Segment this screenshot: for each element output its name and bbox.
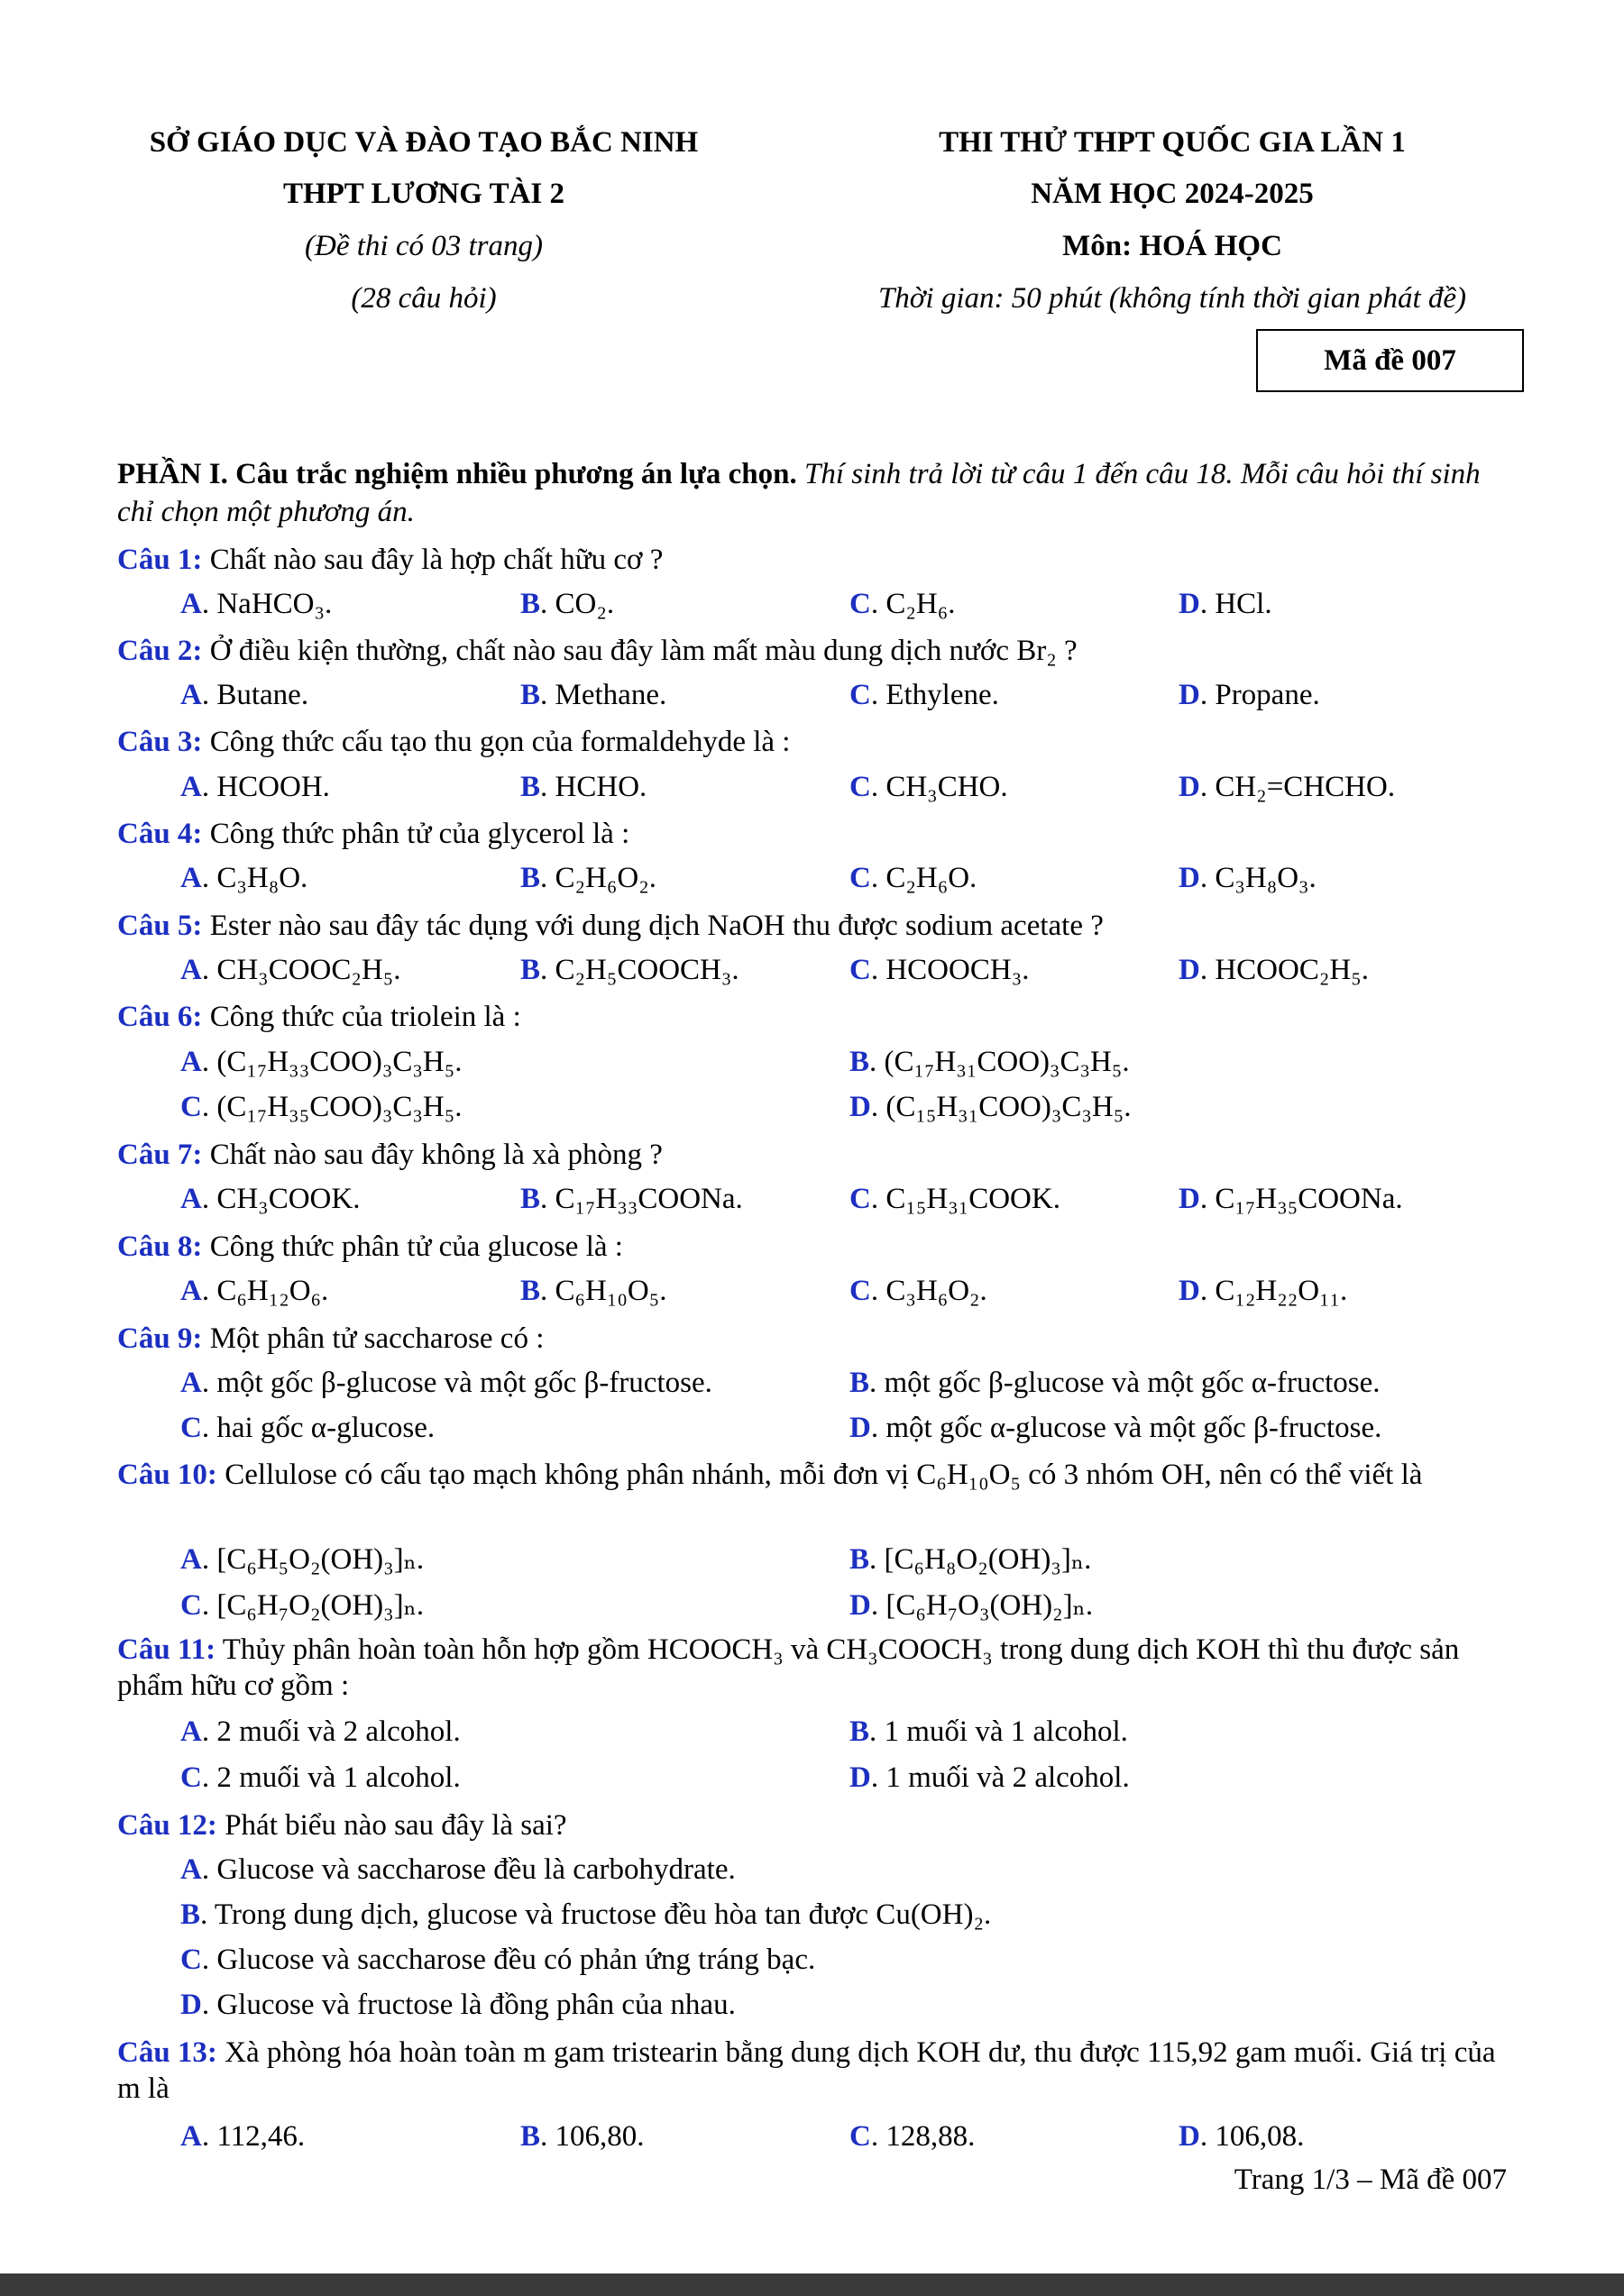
option-b: B. Methane.: [520, 679, 667, 711]
question: Câu 7: Chất nào sau đây không là xà phòng ?: [117, 1139, 663, 1171]
subject: Môn: HOÁ HỌC: [1062, 230, 1282, 262]
option-b: B. 1 muối và 1 alcohol.: [849, 1715, 1128, 1748]
question: Câu 12: Phát biểu nào sau đây là sai?: [117, 1809, 567, 1842]
option-d: D. C₃H₈O₃.: [1179, 862, 1317, 894]
option-d: D. một gốc α-glucose và một gốc β-fructose.: [849, 1412, 1382, 1444]
option-d: D. [C₆H₇O₃(OH)₂]ₙ.: [849, 1589, 1094, 1622]
question: Câu 2: Ở điều kiện thường, chất nào sau đây làm mất màu dung dịch nước Br₂ ?: [117, 635, 1078, 667]
option-c: C. 2 muối và 1 alcohol.: [180, 1761, 461, 1794]
option-c: C. 128,88.: [849, 2120, 976, 2153]
school-year: NĂM HỌC 2024-2025: [1031, 178, 1314, 210]
option-d: D. 1 muối và 2 alcohol.: [849, 1761, 1130, 1794]
option-d: D. (C₁₅H₃₁COO)₃C₃H₅.: [849, 1091, 1132, 1123]
option-c: C. (C₁₇H₃₅COO)₃C₃H₅.: [180, 1091, 463, 1123]
question-text: Chất nào sau đây là hợp chất hữu cơ ?: [209, 544, 664, 576]
exam-code-box: Mã đề 007: [1256, 329, 1524, 392]
option-b: B. (C₁₇H₃₁COO)₃C₃H₅.: [849, 1046, 1130, 1078]
option-c: C. C₃H₆O₂.: [849, 1275, 987, 1307]
option-b: B. một gốc β-glucose và một gốc α-fructose.: [849, 1367, 1381, 1399]
option-d: D. HCl.: [1179, 588, 1272, 620]
option-a: A. [C₆H₅O₂(OH)₃]ₙ.: [180, 1543, 425, 1576]
question-count-note: (28 câu hỏi): [351, 282, 497, 315]
option-d: D. Propane.: [1179, 679, 1320, 711]
option-b: B. Trong dung dịch, glucose và fructose đều hòa tan được Cu(OH)₂.: [180, 1898, 992, 1931]
option-a: A. HCOOH.: [180, 771, 330, 803]
option-c: C. HCOOCH₃.: [849, 954, 1030, 986]
option-c: C. C₁₅H₃₁COOK.: [849, 1183, 1060, 1215]
option-d: D. CH₂=CHCHO.: [1179, 771, 1396, 803]
option-a: A. CH₃COOK.: [180, 1183, 361, 1215]
option-c: C. Ethylene.: [849, 679, 999, 711]
option-c: C. hai gốc α-glucose.: [180, 1412, 436, 1444]
question-label: Câu 1:: [117, 544, 203, 576]
option-b: B. [C₆H₈O₂(OH)₃]ₙ.: [849, 1543, 1092, 1576]
school-name: THPT LƯƠNG TÀI 2: [282, 178, 565, 210]
option-b: B. C₁₇H₃₃COONa.: [520, 1183, 743, 1215]
option-a: A. 2 muối và 2 alcohol.: [180, 1715, 461, 1748]
option-c: C. C₂H₆.: [849, 588, 956, 620]
option-d: D. HCOOC₂H₅.: [1179, 954, 1369, 986]
question: Câu 6: Công thức của triolein là :: [117, 1001, 521, 1033]
option-a: A. Butane.: [180, 679, 309, 711]
option-a: A. C₆H₁₂O₆.: [180, 1275, 329, 1307]
question: [117, 542, 1510, 578]
option-a: A. 112,46.: [180, 2120, 306, 2153]
option-d: D. 106,08.: [1179, 2120, 1305, 2153]
page-count-note: (Đề thi có 03 trang): [305, 230, 543, 262]
question: Câu 13: Xà phòng hóa hoàn toàn m gam tristearin bằng dung dịch KOH dư, thu được 115,92 gam muối. Giá trị của m là: [117, 2036, 1496, 2105]
part-instruction: Thí sinh trả lời từ câu 1 đến câu 18. Mỗi câu hỏi thí sinh chỉ chọn một phương án.: [117, 458, 1481, 528]
part-title: PHẦN I. Câu trắc nghiệm nhiều phương án lựa chọn.: [117, 458, 797, 490]
option-b: B. C₆H₁₀O₅.: [520, 1275, 667, 1307]
option-c: C. C₂H₆O.: [849, 862, 977, 894]
option-b: B. C₂H₅COOCH₃.: [520, 954, 739, 986]
question: Câu 4: Công thức phân tử của glycerol là :: [117, 818, 630, 850]
option-b: B. HCHO.: [520, 771, 647, 803]
option-a: A. NaHCO₃.: [180, 588, 333, 620]
option-c: C. [C₆H₇O₂(OH)₃]ₙ.: [180, 1589, 425, 1622]
option-c: C. CH₃CHO.: [849, 771, 1008, 803]
option-a: A. (C₁₇H₃₃COO)₃C₃H₅.: [180, 1046, 463, 1078]
option-c: C. Glucose và saccharose đều có phản ứng tráng bạc.: [180, 1944, 816, 1976]
question: Câu 5: Ester nào sau đây tác dụng với dung dịch NaOH thu được sodium acetate ?: [117, 910, 1104, 942]
option-b: B. 106,80.: [520, 2120, 645, 2153]
page-footer: Trang 1/3 – Mã đề 007: [1234, 2163, 1507, 2196]
time-limit: Thời gian: 50 phút (không tính thời gian phát đề): [877, 282, 1467, 315]
question: Câu 9: Một phân tử saccharose có :: [117, 1322, 545, 1355]
bottom-bar: [0, 2273, 1624, 2296]
option-d: D. C₁₇H₃₅COONa.: [1179, 1183, 1403, 1215]
option-d: D. Glucose và fructose là đồng phân của nhau.: [180, 1989, 736, 2021]
option-b: B. C₂H₆O₂.: [520, 862, 656, 894]
option-a: A. CH₃COOC₂H₅.: [180, 954, 401, 986]
department-title: SỞ GIÁO DỤC VÀ ĐÀO TẠO BẮC NINH: [149, 126, 699, 159]
question: Câu 11: Thủy phân hoàn toàn hỗn hợp gồm HCOOCH₃ và CH₃COOCH₃ trong dung dịch KOH thì thu được sản phẩm hữu cơ gồm :: [117, 1633, 1460, 1702]
question: Câu 8: Công thức phân tử của glucose là :: [117, 1230, 623, 1263]
option-a: A. Glucose và saccharose đều là carbohydrate.: [180, 1853, 736, 1886]
option-b: B. CO₂.: [520, 588, 615, 620]
question: Câu 3: Công thức cấu tạo thu gọn của formaldehyde là :: [117, 726, 791, 758]
option-d: D. C₁₂H₂₂O₁₁.: [1179, 1275, 1348, 1307]
exam-title: THI THỬ THPT QUỐC GIA LẦN 1: [939, 126, 1406, 159]
option-a: A. một gốc β-glucose và một gốc β-fructose.: [180, 1367, 712, 1399]
part-heading: [117, 455, 1510, 531]
option-a: A. C₃H₈O.: [180, 862, 308, 894]
question: Câu 10: Cellulose có cấu tạo mạch không phân nhánh, mỗi đơn vị C₆H₁₀O₅ có 3 nhóm OH, nên có thể viết là: [117, 1459, 1423, 1491]
